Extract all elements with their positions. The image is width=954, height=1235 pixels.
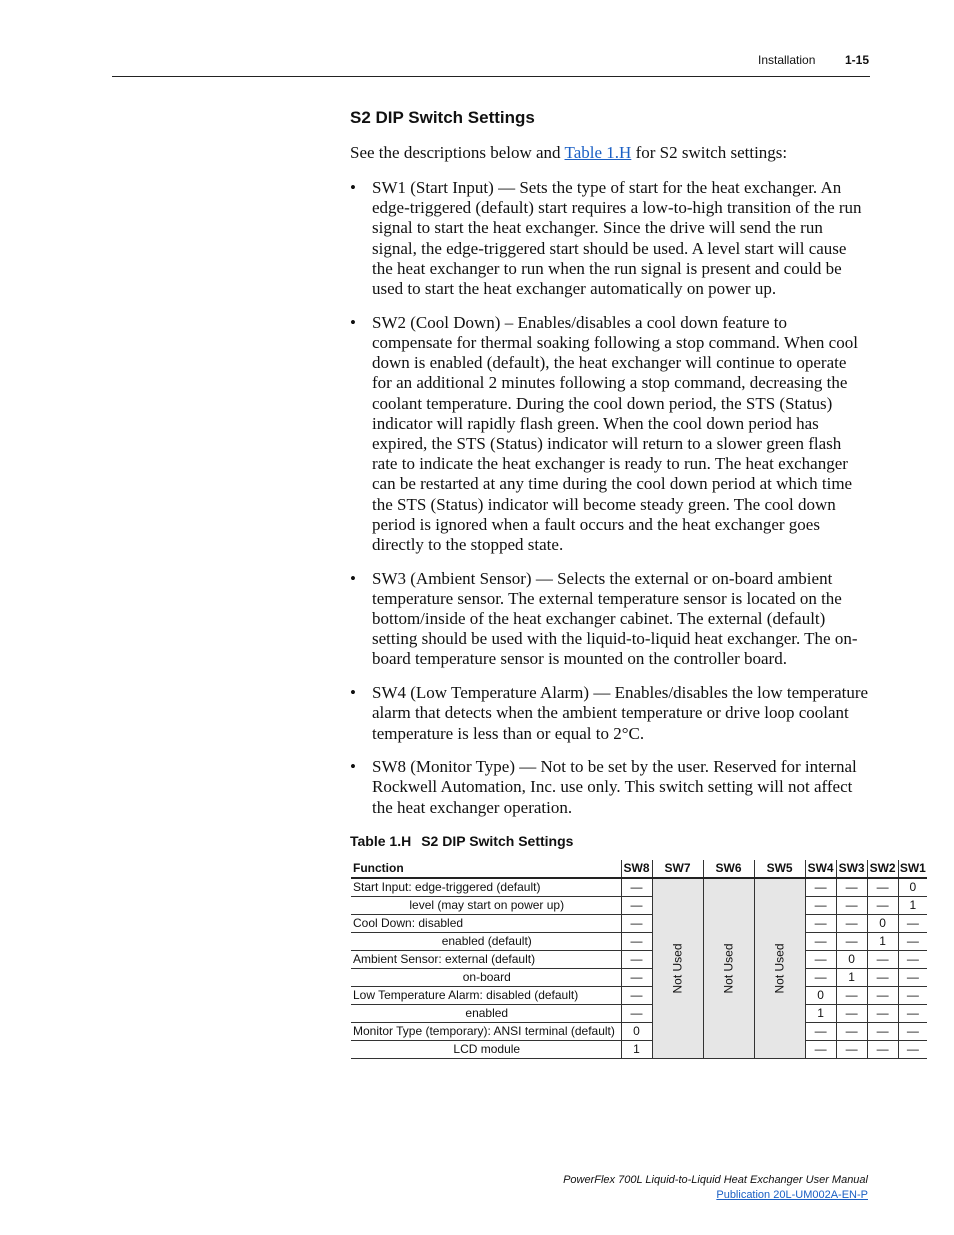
- table-link[interactable]: Table 1.H: [564, 143, 632, 162]
- header-sw4: SW4: [805, 860, 836, 878]
- cell-function: LCD module: [351, 1041, 621, 1059]
- header-function: Function: [351, 860, 621, 878]
- cell-sw2: —: [867, 1041, 898, 1059]
- intro-paragraph: [350, 143, 870, 164]
- bullet-symbol: •: [350, 178, 356, 197]
- bullet-item: [350, 683, 870, 744]
- cell-sw2: —: [867, 897, 898, 915]
- dip-switch-table: [351, 860, 927, 1059]
- table-caption-number: Table 1.H: [350, 833, 412, 849]
- bullet-item: [350, 178, 870, 299]
- cell-sw4: —: [805, 969, 836, 987]
- cell-sw7-not-used: [652, 878, 703, 1059]
- cell-sw8: —: [621, 915, 652, 933]
- bullet-text: SW3 (Ambient Sensor) — Selects the external or on-board ambient temperature sensor. The external temperature sensor is located on the bottom/inside of the heat exchanger cabinet. The external (default) setting should be used with the liquid-to-liquid heat exchanger. The on-board temperature sensor is mounted on the controller board.: [372, 568, 858, 669]
- not-used-label: Not Used: [670, 943, 685, 994]
- bullet-symbol: •: [350, 568, 356, 588]
- bullet-text: SW2 (Cool Down) – Enables/disables a cool down feature to compensate for thermal soaking following a stop command. When cool down is enabled (default), the heat exchanger will continue to operate for an additional 2 minutes following a stop command, decreasing the coolant temperature. During the cool down period, the STS (Status) indicator will rapidly flash green. When the cool down period has expired, the STS (Status) indicator will return to a slower green flash rate to indicate the heat exchanger is ready to run. The heat exchanger can be restarted at any time during the cool down period at which time the STS (Status) indicator will become steady green. The cool down period is ignored when a fault occurs and the heat exchanger goes directly to the stopped state.: [372, 312, 858, 554]
- switch-description-list: [350, 178, 870, 831]
- cell-sw3: —: [836, 915, 867, 933]
- cell-function: enabled: [351, 1005, 621, 1023]
- table-row: [351, 1005, 927, 1023]
- cell-function: enabled (default): [351, 933, 621, 951]
- cell-sw4: —: [805, 915, 836, 933]
- table-caption: [350, 833, 573, 849]
- cell-sw1: —: [898, 915, 927, 933]
- intro-text-before: See the descriptions below and: [350, 143, 565, 162]
- cell-function: on-board: [351, 969, 621, 987]
- bullet-item: [350, 313, 870, 555]
- table-row: [351, 1041, 927, 1059]
- cell-sw3: —: [836, 1023, 867, 1041]
- not-used-label: Not Used: [772, 943, 787, 994]
- cell-sw2: —: [867, 1005, 898, 1023]
- cell-sw4: —: [805, 878, 836, 897]
- header-section: Installation: [758, 53, 816, 67]
- table-row: [351, 987, 927, 1005]
- cell-sw8: —: [621, 969, 652, 987]
- cell-sw1: 0: [898, 878, 927, 897]
- table-row: [351, 969, 927, 987]
- cell-sw4: —: [805, 951, 836, 969]
- table-row: [351, 897, 927, 915]
- cell-sw3: —: [836, 1005, 867, 1023]
- bullet-text: SW4 (Low Temperature Alarm) — Enables/disables the low temperature alarm that detects when the ambient temperature or drive loop coolant temperature is less than or equal to 2°C.: [372, 683, 869, 743]
- cell-sw4: —: [805, 1041, 836, 1059]
- footer-publication-link[interactable]: Publication 20L-UM002A-EN-P: [716, 1189, 868, 1201]
- section-title: S2 DIP Switch Settings: [350, 108, 535, 127]
- cell-sw6-not-used: [703, 878, 754, 1059]
- cell-sw8: —: [621, 897, 652, 915]
- header-sw5: SW5: [754, 860, 805, 878]
- cell-sw3: —: [836, 1041, 867, 1059]
- cell-sw4: 0: [805, 987, 836, 1005]
- cell-sw8: —: [621, 933, 652, 951]
- cell-sw4: 1: [805, 1005, 836, 1023]
- cell-sw8: —: [621, 878, 652, 897]
- table-caption-title: S2 DIP Switch Settings: [421, 833, 574, 849]
- table-row: [351, 915, 927, 933]
- cell-sw3: 0: [836, 951, 867, 969]
- cell-sw1: —: [898, 933, 927, 951]
- bullet-text: SW8 (Monitor Type) — Not to be set by the user. Reserved for internal Rockwell Automation, Inc. use only. This switch setting will not affect the heat exchanger operation.: [372, 757, 857, 817]
- cell-sw2: —: [867, 878, 898, 897]
- bullet-item: [350, 569, 870, 670]
- cell-sw2: —: [867, 1023, 898, 1041]
- cell-sw4: —: [805, 933, 836, 951]
- bullet-symbol: •: [350, 683, 356, 703]
- cell-sw2: 1: [867, 933, 898, 951]
- cell-sw5-not-used: [754, 878, 805, 1059]
- cell-sw2: —: [867, 951, 898, 969]
- table-header-row: [351, 860, 927, 878]
- bullet-text: SW1 (Start Input) — Sets the type of start for the heat exchanger. An edge-triggered (default) start requires a low-to-high transition of the run signal to start the heat exchanger. Since the drive will send the run signal, the edge-triggered start should be used. A level start will cause the heat exchanger to run when the run signal is present and could be used to start the heat exchanger automatically on power up.: [372, 178, 862, 299]
- cell-sw8: 1: [621, 1041, 652, 1059]
- cell-sw1: —: [898, 969, 927, 987]
- header-sw3: SW3: [836, 860, 867, 878]
- intro-text-after: for S2 switch settings:: [631, 143, 788, 162]
- table-row: [351, 951, 927, 969]
- cell-sw3: 1: [836, 969, 867, 987]
- cell-sw2: —: [867, 969, 898, 987]
- cell-function: Ambient Sensor: external (default): [351, 951, 621, 969]
- cell-sw2: —: [867, 987, 898, 1005]
- cell-sw2: 0: [867, 915, 898, 933]
- cell-function: Start Input: edge-triggered (default): [351, 878, 621, 897]
- table-row: [351, 1023, 927, 1041]
- header-sw6: SW6: [703, 860, 754, 878]
- header-rule: [112, 76, 870, 77]
- cell-sw3: —: [836, 933, 867, 951]
- cell-sw8: 0: [621, 1023, 652, 1041]
- not-used-label: Not Used: [721, 943, 736, 994]
- table-row: [351, 933, 927, 951]
- header-sw7: SW7: [652, 860, 703, 878]
- cell-function: Monitor Type (temporary): ANSI terminal (default): [351, 1023, 621, 1041]
- cell-sw1: —: [898, 1041, 927, 1059]
- cell-function: level (may start on power up): [351, 897, 621, 915]
- cell-sw8: —: [621, 1005, 652, 1023]
- cell-sw1: —: [898, 951, 927, 969]
- cell-sw3: —: [836, 878, 867, 897]
- cell-function: Cool Down: disabled: [351, 915, 621, 933]
- bullet-item: [350, 757, 870, 818]
- header-sw2: SW2: [867, 860, 898, 878]
- cell-sw1: —: [898, 1005, 927, 1023]
- cell-sw3: —: [836, 987, 867, 1005]
- bullet-symbol: •: [350, 312, 356, 332]
- header-sw8: SW8: [621, 860, 652, 878]
- cell-sw1: —: [898, 1023, 927, 1041]
- cell-sw3: —: [836, 897, 867, 915]
- cell-sw1: 1: [898, 897, 927, 915]
- header-sw1: SW1: [898, 860, 927, 878]
- cell-sw8: —: [621, 987, 652, 1005]
- cell-sw4: —: [805, 1023, 836, 1041]
- bullet-symbol: •: [350, 757, 356, 777]
- cell-sw8: —: [621, 951, 652, 969]
- table-row: [351, 878, 927, 897]
- header-page-number: 1-15: [845, 53, 870, 67]
- footer-manual-title: PowerFlex 700L Liquid-to-Liquid Heat Exchanger User Manual: [563, 1174, 868, 1186]
- cell-function: Low Temperature Alarm: disabled (default): [351, 987, 621, 1005]
- cell-sw4: —: [805, 897, 836, 915]
- cell-sw1: —: [898, 987, 927, 1005]
